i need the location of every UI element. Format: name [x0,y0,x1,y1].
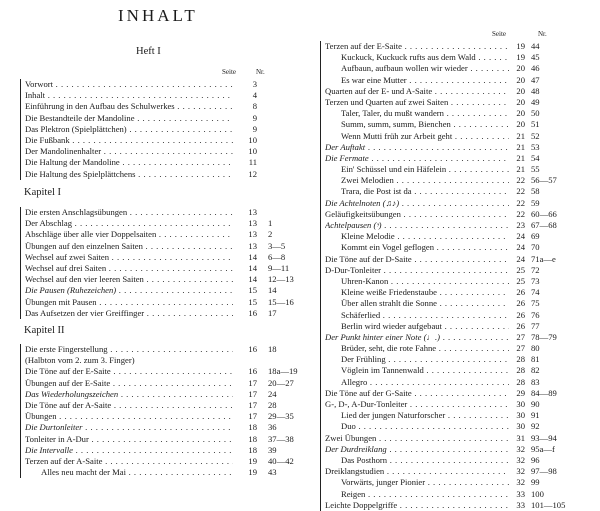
toc-entry-title: Die Intervalle [25,444,73,455]
toc-entry-page: 22 [516,175,525,186]
toc-entry-title: Alles neu macht der Mai [41,467,126,478]
toc-entry-page: 19 [516,52,525,63]
toc-entry-number: 45 [531,52,540,63]
toc-entry [321,209,600,220]
toc-entry [321,198,600,209]
toc-entry-title: D-Dur-Tonleiter [325,264,382,275]
toc-entry-number: 37—38 [268,433,294,444]
column-header-seite: Seite [492,30,506,38]
toc-entry-title: Duo [341,421,356,432]
toc-entry-number: 59 [531,197,540,208]
toc-entry [21,400,301,411]
toc-entry-title: Terzen auf der A-Saite [25,455,103,466]
toc-entry [21,207,301,218]
toc-entry-title: Übungen mit Pausen [25,296,97,307]
toc-entry-number: 24 [268,388,277,399]
toc-entry-title: Der Frühling [341,354,386,365]
toc-entry-page: 10 [248,146,257,157]
toc-entry-title: Die Achtelnoten (♫♪) [325,197,400,208]
toc-entry-page: 21 [516,152,525,163]
toc-entry-number: 29—35 [268,411,294,422]
toc-entry [21,411,301,422]
toc-entry-title: Wenn Mutti früh zur Arbeit geht [341,130,453,141]
toc-entry-page: 17 [248,388,257,399]
toc-entry-page: 20 [516,74,525,85]
toc-entry-title: Tonleiter in A-Dur [25,433,89,444]
toc-entry-number: 48 [531,85,540,96]
toc-entry [321,265,600,276]
toc-entry-title: Kleine Melodie [341,231,395,242]
toc-entry-title: Achtelpausen (𝄾) [325,220,382,230]
toc-entry-number: 39 [268,444,277,455]
toc-entry-number: 93—94 [531,432,557,443]
toc-entry-number: 97—98 [531,466,557,477]
toc-entry-page: 16 [248,307,257,318]
toc-entry-number: 2 [268,229,273,240]
toc-entry [321,41,600,52]
toc-entry [321,298,600,309]
toc-entry-title: Die erste Fingerstellung [25,344,108,354]
toc-entry-title: Quarten auf der E- und A-Saite [325,85,433,96]
toc-entry-page: 20 [516,119,525,130]
toc-entry-page: 13 [248,229,257,240]
toc-entry [321,444,600,455]
toc-entry [21,113,301,124]
toc-entry [321,365,600,376]
toc-entry [321,75,600,86]
toc-entry-number: 100 [531,488,544,499]
toc-entry-number: 67—68 [531,220,557,230]
toc-entry-title: Vorwort [25,79,54,89]
toc-entry-page: 10 [248,134,257,145]
toc-entry-title: Schäferlied [341,309,381,320]
toc-entry [321,433,600,444]
toc-entry-title: Das Wiederholungszeichen [25,388,119,399]
toc-entry-title: Terzen und Quarten auf zwei Saiten [325,96,449,107]
toc-entry-page: 13 [248,207,257,217]
toc-entry-number: 92 [531,421,540,432]
toc-entry-page: 32 [516,466,525,477]
toc-entry-page: 11 [248,157,257,168]
toc-entry-page: 28 [516,354,525,365]
toc-entry [21,355,301,366]
toc-entry-title: Die Fußbank [25,134,70,145]
toc-entry-title: Übungen auf der E-Saite [25,377,111,388]
toc-entry-title: Das Aufsetzen der vier Greiffinger [25,307,145,318]
toc-entry-number: 18 [268,344,277,354]
toc-entry-number: 52 [531,130,540,141]
toc-entry [21,157,301,168]
kapitel-2-heading: Kapitel II [24,325,65,336]
toc-entry-page: 3 [252,79,257,89]
toc-entry-title: Das Plektron (Spielplättchen) [25,123,127,134]
toc-entry [321,466,600,477]
toc-entry-page: 20 [516,96,525,107]
toc-entry-page: 22 [516,186,525,197]
toc-entry [321,142,600,153]
column-header-seite: Seite [222,68,236,76]
toc-entry-number: 84—89 [531,387,557,398]
toc-entry-title: Allegro [341,376,368,387]
toc-entry-number: 28 [268,399,277,410]
toc-entry-title: Summ, summ, summ, Bienchen [341,119,451,130]
toc-entry [321,410,600,421]
toc-entry-number: 12—13 [268,274,294,285]
toc-entry-title: Der Mandolinenhalter [25,146,102,157]
toc-entry-number: 58 [531,186,540,197]
toc-entry-number: 51 [531,119,540,130]
toc-entry [321,477,600,488]
toc-entry-number: 50 [531,108,540,119]
toc-entry-title: Die Pausen (Ruhezeichen) [25,285,117,296]
toc-entry [321,220,600,231]
toc-entry-page: 17 [248,411,257,422]
toc-entry-page: 28 [516,365,525,376]
toc-entry-page: 32 [516,477,525,488]
toc-entry [21,274,301,285]
toc-entry-title: Inhalt [25,90,46,101]
toc-entry-title: Der Punkt hinter einer Note (♩.) [325,331,441,342]
toc-entry [21,389,301,400]
toc-entry [21,308,301,319]
toc-entry-page: 18 [248,433,257,444]
toc-entry-number: 81 [531,354,540,365]
toc-entry-page: 15 [248,296,257,307]
toc-entry-number: 83 [531,376,540,387]
toc-section-kapitel-2 [20,344,301,478]
toc-entry-title: Uhren-Kanon [341,275,389,286]
toc-entry-number: 54 [531,152,540,163]
toc-entry [321,186,600,197]
toc-entry-page: 33 [516,488,525,499]
toc-entry-title: Der Durdreiklang [325,443,387,454]
toc-section-heft-1 [20,79,301,180]
toc-entry-number: 95a—f [531,443,555,454]
toc-entry-number: 72 [531,264,540,275]
toc-entry-title: Aufbaun, aufbaun wollen wir wieder [341,63,468,74]
toc-entry-page: 18 [248,422,257,433]
toc-entry-page: 27 [516,343,525,354]
toc-entry [321,321,600,332]
toc-entry-number: 46 [531,63,540,74]
toc-entry-page: 19 [248,467,257,478]
toc-entry-number: 60—66 [531,208,557,219]
toc-entry [21,366,301,377]
toc-entry [321,377,600,388]
toc-entry [21,146,301,157]
toc-entry-page: 13 [248,240,257,251]
toc-entry-page: 19 [516,41,525,51]
toc-entry-number: 74 [531,287,540,298]
toc-entry [321,388,600,399]
toc-entry-title: Einführung in den Aufbau des Schulwerkes [25,101,175,112]
toc-entry-title: Abschläge über alle vier Doppelsaiten [25,229,157,240]
toc-entry-title: Lied der jungen Naturforscher [341,410,446,421]
toc-entry-number: 40—42 [268,455,294,466]
toc-entry-page: 30 [516,421,525,432]
toc-entry-page: 21 [516,130,525,141]
toc-entry-title: Die ersten Anschlagsübungen [25,207,128,217]
toc-entry-page: 27 [516,331,525,342]
toc-entry-page: 33 [516,499,525,510]
toc-entry-page: 12 [248,168,257,179]
toc-entry-title: Kommt ein Vogel geflogen [341,242,435,253]
toc-entry [21,90,301,101]
toc-entry [321,164,600,175]
toc-entry-page: 24 [516,242,525,253]
toc-entry [321,108,600,119]
toc-entry-page: 17 [248,377,257,388]
toc-entry-title: (Halbton vom 2. zum 3. Finger) [25,355,135,366]
toc-entry-number: 43 [268,467,277,478]
toc-entry-page: 26 [516,309,525,320]
toc-entry-number: 6—8 [268,251,286,262]
toc-entry-number: 3—5 [268,240,286,251]
toc-entry-page: 22 [516,197,525,208]
toc-entry-page: 21 [516,164,525,175]
toc-entry-title: Ein' Schüssel und ein Häfelein [341,164,447,175]
toc-entry-number: 101—105 [531,499,566,510]
heft-heading: Heft I [136,46,161,57]
toc-entry-title: Die Töne auf der E-Saite [25,366,111,377]
toc-entry-number: 78—79 [531,331,557,342]
toc-entry [21,378,301,389]
toc-entry-number: 91 [531,410,540,421]
toc-entry-page: 26 [516,287,525,298]
toc-entry-page: 23 [516,220,525,230]
toc-entry-number: 99 [531,477,540,488]
toc-section-continued [320,41,600,511]
toc-entry [21,344,301,355]
toc-section-kapitel-1 [20,207,301,319]
toc-entry [321,63,600,74]
toc-entry-page: 9 [252,112,257,123]
toc-entry [21,456,301,467]
toc-entry [21,101,301,112]
toc-entry [321,119,600,130]
toc-entry-page: 4 [252,90,257,101]
column-header-nr: Nr. [256,68,265,76]
toc-entry-page: 24 [516,253,525,264]
toc-entry [321,52,600,63]
toc-entry-number: 18a—19 [268,366,298,377]
toc-entry-title: Vorwärts, junger Pionier [341,477,426,488]
toc-entry-page: 24 [516,231,525,242]
toc-entry-title: Die Bestandteile der Mandoline [25,112,135,123]
toc-entry-title: Taler, Taler, du mußt wandern [341,108,444,119]
toc-entry-title: Es war eine Mutter [341,74,407,85]
toc-entry-title: Zwei Übungen [325,432,377,443]
toc-entry [321,254,600,265]
toc-entry [21,297,301,308]
toc-entry-title: Über allen strahlt die Sonne [341,298,437,309]
toc-entry [321,343,600,354]
toc-entry-title: Übungen auf den einzelnen Saiten [25,240,143,251]
toc-entry-number: 90 [531,399,540,409]
toc-entry-page: 20 [516,108,525,119]
toc-entry-title: Trara, die Post ist da [341,186,412,197]
toc-entry-title: Vöglein im Tannenwald [341,365,424,376]
toc-entry-number: 17 [268,307,277,318]
toc-entry-page: 26 [516,298,525,309]
toc-entry-page: 20 [516,63,525,74]
toc-entry-title: Das Posthorn [341,454,388,465]
toc-entry [321,86,600,97]
toc-entry [21,467,301,478]
toc-entry [21,445,301,456]
toc-entry-page: 25 [516,275,525,286]
toc-entry-title: Leichte Doppelgriffe [325,499,398,510]
toc-entry [321,354,600,365]
toc-entry-page: 14 [248,262,257,273]
toc-entry-page: 32 [516,443,525,454]
toc-entry [321,332,600,343]
toc-entry-number: 36 [268,422,277,433]
toc-entry-page: 19 [248,455,257,466]
toc-entry-page: 25 [516,264,525,275]
toc-entry [321,131,600,142]
toc-entry-page: 26 [516,320,525,331]
toc-entry [321,399,600,410]
toc-entry-page: 16 [248,366,257,377]
toc-entry-title: Wechsel auf den vier leeren Saiten [25,274,144,285]
toc-entry [321,175,600,186]
toc-entry-number: 55 [531,164,540,175]
toc-entry [21,124,301,135]
toc-entry-title: Die Töne auf der A-Saite [25,399,112,410]
toc-entry-number: 47 [531,74,540,85]
toc-entry-page: 21 [516,141,525,152]
toc-entry-number: 49 [531,96,540,107]
toc-entry-page: 32 [516,454,525,465]
toc-entry-title: Die Haltung der Mandoline [25,157,120,168]
column-header-nr: Nr. [538,30,547,38]
toc-entry-title: Der Auftakt [325,141,366,152]
toc-entry-number: 53 [531,141,540,152]
toc-entry-page: 17 [248,399,257,410]
toc-entry-page: 20 [516,85,525,96]
kapitel-1-heading: Kapitel I [24,187,62,198]
toc-entry-title: Dreiklangstudien [325,466,385,477]
toc-entry-page: 14 [248,251,257,262]
toc-entry [321,489,600,500]
toc-entry-page: 31 [516,432,525,443]
toc-entry [321,455,600,466]
page-title: INHALT [118,6,198,25]
toc-entry [321,500,600,511]
toc-entry [21,434,301,445]
toc-entry-number: 82 [531,365,540,376]
toc-entry [321,421,600,432]
toc-entry-title: Übungen [25,411,57,422]
toc-entry-title: G-, D-, A-Dur-Tonleiter [325,399,408,409]
toc-entry-title: Terzen auf der E-Saite [325,41,402,51]
toc-entry-page: 30 [516,399,525,409]
toc-entry-page: 29 [516,387,525,398]
toc-entry-number: 71a—e [531,253,556,264]
toc-entry-page: 28 [516,376,525,387]
toc-entry-page: 22 [516,208,525,219]
toc-entry [321,242,600,253]
toc-entry-number: 14 [268,285,277,296]
toc-entry-title: Berlin wird wieder aufgebaut [341,320,442,331]
toc-entry-number: 75 [531,298,540,309]
toc-entry [21,229,301,240]
toc-entry-title: Reigen [341,488,366,499]
toc-entry-title: Die Töne auf der D-Saite [325,253,412,264]
toc-entry-number: 69 [531,231,540,242]
toc-entry [21,252,301,263]
toc-entry [321,287,600,298]
toc-entry-title: Geläufigkeitsübungen [325,208,401,219]
toc-entry-number: 9—11 [268,262,290,273]
toc-entry [21,263,301,274]
toc-entry [321,310,600,321]
toc-entry-title: Kuckuck, Kuckuck rufts aus dem Wald [341,52,476,63]
toc-entry [321,97,600,108]
toc-entry-number: 44 [531,41,540,51]
toc-entry-title: Wechsel auf drei Saiten [25,262,107,273]
toc-entry-page: 9 [252,123,257,134]
toc-entry-page: 30 [516,410,525,421]
toc-entry-number: 1 [268,218,273,229]
toc-entry-page: 18 [248,444,257,455]
toc-entry-title: Kleine weiße Friedenstaube [341,287,437,298]
toc-entry-number: 73 [531,275,540,286]
toc-entry-number: 80 [531,343,540,354]
toc-entry [321,231,600,242]
toc-entry-title: Wechsel auf zwei Saiten [25,251,110,262]
toc-entry-number: 20—27 [268,377,294,388]
toc-entry-title: Der Abschlag [25,218,73,229]
toc-entry-page: 13 [248,218,257,229]
toc-entry [321,153,600,164]
toc-entry-number: 96 [531,454,540,465]
toc-entry-page: 14 [248,274,257,285]
toc-entry-title: Die Durtonleiter [25,422,83,433]
toc-entry-number: 77 [531,320,540,331]
toc-entry-page: 16 [248,344,257,354]
toc-entry [321,276,600,287]
toc-entry [21,169,301,180]
toc-entry [21,135,301,146]
toc-entry-page: 15 [248,285,257,296]
toc-entry-title: Die Töne auf der G-Saite [325,387,412,398]
toc-entry [21,79,301,90]
toc-entry [21,285,301,296]
toc-entry-title: Brüder, seht, die rote Fahne [341,343,437,354]
toc-entry-number: 76 [531,309,540,320]
toc-entry [21,422,301,433]
toc-entry [21,241,301,252]
toc-entry-number: 15—16 [268,296,294,307]
toc-entry-number: 70 [531,242,540,253]
toc-entry [21,218,301,229]
toc-entry-page: 8 [252,101,257,112]
toc-entry-title: Zwei Melodien [341,175,394,186]
toc-entry-number: 56—57 [531,175,557,186]
toc-entry-title: Die Fermate [325,152,369,163]
toc-entry-title: Die Haltung des Spielplättchens [25,168,136,179]
